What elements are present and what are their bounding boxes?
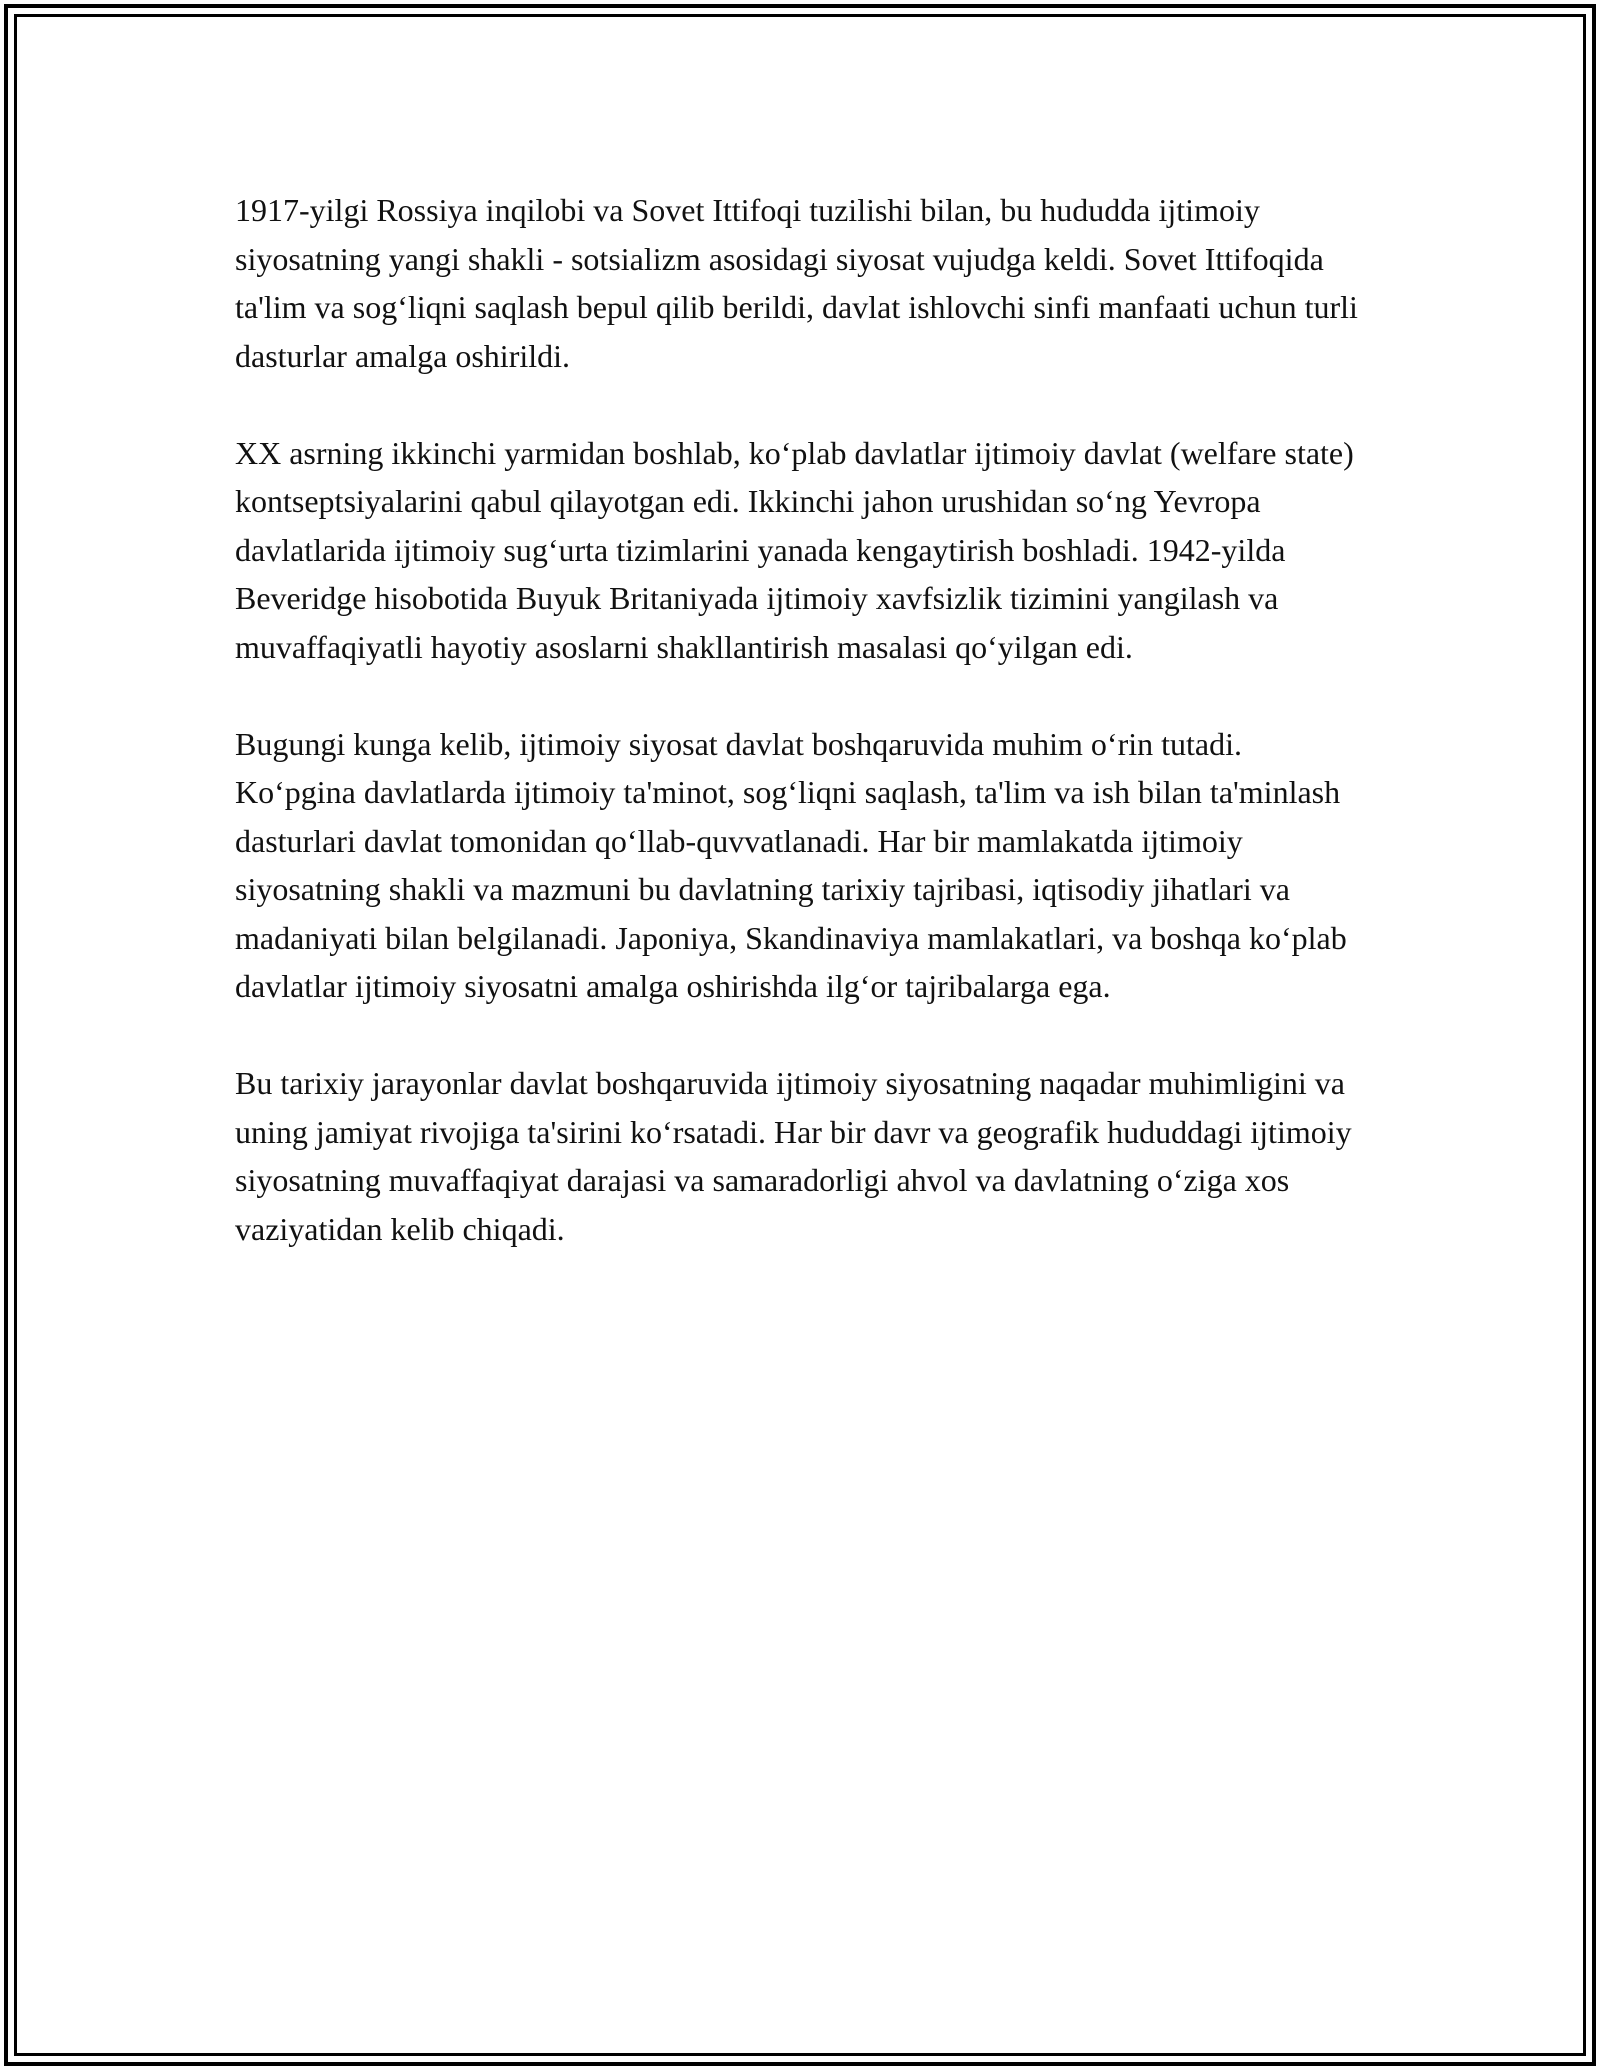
paragraph-4: Bu tarixiy jarayonlar davlat boshqaruvida ijtimoiy siyosatning naqadar muhimligini va uning jamiyat rivojiga ta'sirini ko‘rsatadi. Har bir davr va geografik hududdagi ijtimoiy siyosatning muvaffaqiyat darajasi va samaradorligi ahvol va davlatning o‘ziga xos vaziyatidan kelib chiqadi.	[235, 1065, 1352, 1247]
paragraph-2: XX asrning ikkinchi yarmidan boshlab, ko‘plab davlatlar ijtimoiy davlat (welfare state) kontseptsiyalarini qabul qilayotgan edi. Ikkinchi jahon urushidan so‘ng Yevropa davlatlarida ijtimoiy sug‘urta tizimlarini yanada kengaytirish boshladi. 1942-yilda Beveridge hisobotida Buyuk Britaniyada ijtimoiy xavfsizlik tizimini yangilash va muvaffaqiyatli hayotiy asoslarni shakllantirish masalasi qo‘yilgan edi.	[235, 434, 1354, 665]
document-body	[235, 186, 1370, 1302]
paragraph-3: Bugungi kunga kelib, ijtimoiy siyosat davlat boshqaruvida muhim o‘rin tutadi. Ko‘pgina davlatlarda ijtimoiy ta'minot, sog‘liqni saqlash, ta'lim va ish bilan ta'minlash dasturlari davlat tomonidan qo‘llab-quvvatlanadi. Har bir mamlakatda ijtimoiy siyosatning shakli va mazmuni bu davlatning tarixiy tajribasi, iqtisodiy jihatlari va madaniyati bilan belgilanadi. Japoniya, Skandinaviya mamlakatlari, va boshqa ko‘plab davlatlar ijtimoiy siyosatni amalga oshirishda ilg‘or tajribalarga ega.	[235, 725, 1347, 1004]
paragraph-1: 1917-yilgi Rossiya inqilobi va Sovet Ittifoqi tuzilishi bilan, bu hududda ijtimoiy siyosatning yangi shakli - sotsializm asosidagi siyosat vujudga keldi. Sovet Ittifoqida ta'lim va sog‘liqni saqlash bepul qilib berildi, davlat ishlovchi sinfi manfaati uchun turli dasturlar amalga oshirildi.	[235, 192, 1358, 374]
